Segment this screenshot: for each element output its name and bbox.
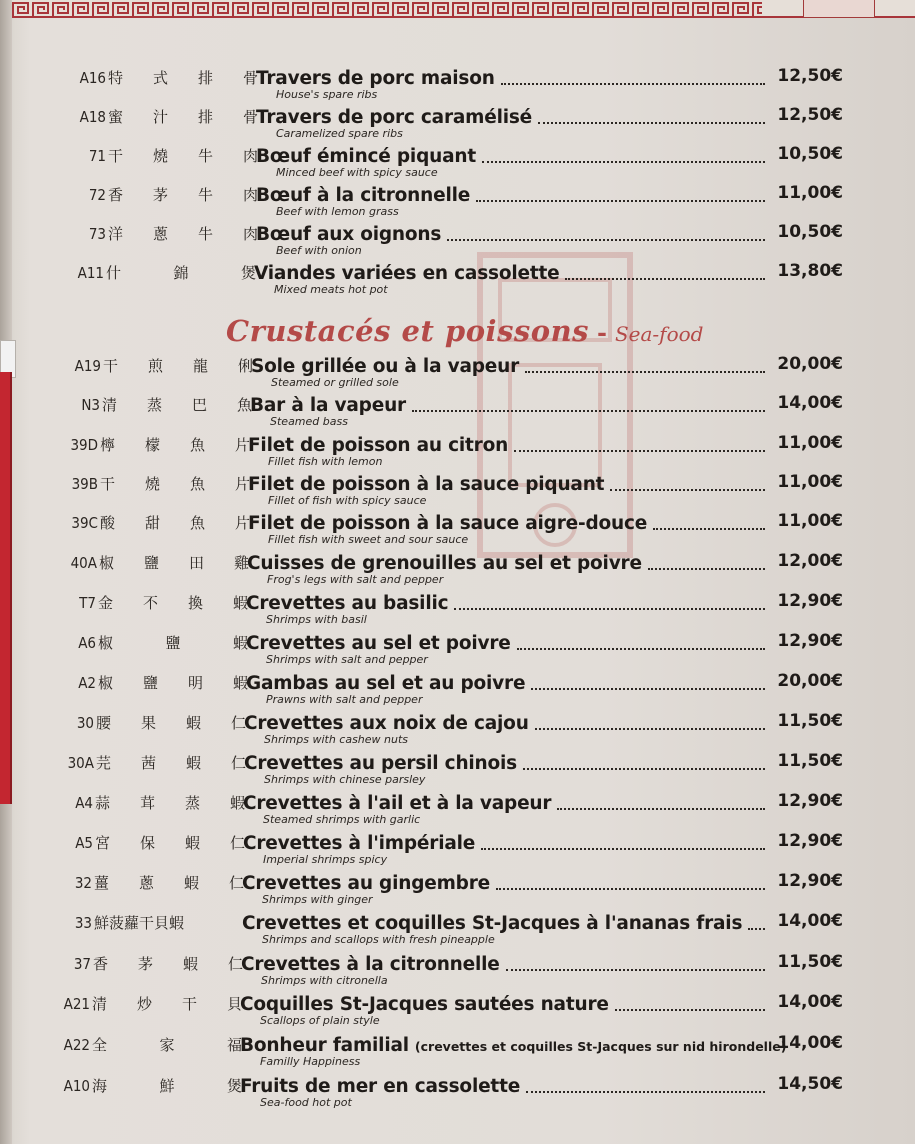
- chinese-character: 牛: [197, 147, 213, 165]
- chinese-character: 式: [152, 69, 168, 87]
- section-title-separator: -: [596, 318, 607, 347]
- section-title-french: Crustacés et poissons: [226, 314, 589, 348]
- item-chinese-name: [94, 872, 244, 894]
- item-price: 12,90€: [777, 791, 843, 811]
- chinese-character: 蝦: [232, 634, 248, 652]
- item-code: A19: [74, 357, 101, 375]
- item-name: Travers de porc caramélisé: [256, 107, 533, 128]
- item-translation: Shrimps with ginger: [262, 893, 373, 906]
- item-name: Travers de porc maison: [256, 68, 495, 89]
- menu-item: [0, 912, 915, 952]
- chinese-character: 田: [188, 554, 204, 572]
- chinese-character: 茜: [140, 754, 156, 772]
- item-code: 39C: [71, 514, 98, 532]
- chinese-character: 蝦: [185, 754, 201, 772]
- dot-leader: [615, 1009, 765, 1011]
- dot-leader: [523, 768, 765, 770]
- item-translation: Mixed meats hot pot: [274, 283, 388, 296]
- item-translation: Fillet fish with lemon: [268, 455, 383, 468]
- item-price: 12,00€: [777, 551, 843, 571]
- item-name: Gambas au sel et au poivre: [246, 673, 526, 694]
- chinese-character: 蒸: [184, 794, 200, 812]
- item-name: Bonheur familial: [240, 1035, 409, 1056]
- chinese-character: 家: [159, 1036, 175, 1054]
- chinese-character: 檬: [144, 436, 160, 454]
- item-code: 40A: [70, 554, 97, 572]
- item-translation: Fillet of fish with spicy sauce: [268, 494, 427, 507]
- item-chinese-name: [108, 106, 258, 128]
- menu-item: [0, 712, 915, 752]
- item-code: 32: [74, 874, 92, 892]
- item-translation: Imperial shrimps spicy: [263, 853, 388, 866]
- item-name: Crevettes au gingembre: [242, 873, 490, 894]
- menu-item: [0, 752, 915, 792]
- chinese-character: 排: [197, 69, 213, 87]
- item-name: Crevettes aux noix de cajou: [244, 713, 529, 734]
- chinese-character: 蝦: [185, 714, 201, 732]
- item-price: 11,00€: [777, 433, 843, 453]
- item-code: 39B: [71, 475, 98, 493]
- chinese-character: 蝦: [232, 594, 248, 612]
- chinese-character: 燒: [152, 147, 168, 165]
- menu-item: [0, 872, 915, 912]
- item-translation: Beef with onion: [276, 244, 362, 257]
- item-code: A16: [79, 69, 106, 87]
- dot-leader: [653, 528, 765, 530]
- item-chinese-name: [93, 953, 243, 975]
- item-name: Fruits de mer en cassolette: [240, 1076, 521, 1097]
- item-chinese-name: [96, 752, 246, 774]
- chinese-character: 宮: [95, 834, 111, 852]
- chinese-character: 鮮菠蘿干貝蝦: [94, 914, 185, 932]
- chinese-character: 蔥: [152, 225, 168, 243]
- chinese-character: 錦: [173, 264, 189, 282]
- item-translation: Minced beef with spicy sauce: [276, 166, 438, 179]
- chinese-character: 蝦: [184, 834, 200, 852]
- dot-leader: [565, 278, 765, 280]
- item-price: 11,50€: [777, 751, 843, 771]
- item-price: 12,90€: [777, 831, 843, 851]
- chinese-character: 燒: [144, 475, 160, 493]
- item-chinese-name: [94, 912, 244, 934]
- item-name: Sole grillée ou à la vapeur: [251, 356, 520, 377]
- chinese-character: 茅: [137, 955, 153, 973]
- item-price: 14,00€: [777, 1033, 843, 1053]
- chinese-character: 片: [234, 514, 250, 532]
- item-price: 11,00€: [777, 472, 843, 492]
- chinese-character: 鹽: [143, 554, 159, 572]
- item-name: Crevettes à l'impériale: [243, 833, 476, 854]
- chinese-character: 雞: [233, 554, 249, 572]
- chinese-character: 不: [142, 594, 158, 612]
- item-code: A2: [78, 674, 96, 692]
- item-translation: Shrimps with cashew nuts: [264, 733, 409, 746]
- item-chinese-name: [92, 1075, 242, 1097]
- item-chinese-name: [96, 712, 246, 734]
- chinese-character: 鹽: [142, 674, 158, 692]
- dot-leader: [501, 83, 765, 85]
- section-title-english: Sea-food: [614, 322, 704, 346]
- menu-item: [0, 552, 915, 592]
- dot-leader: [517, 648, 765, 650]
- chinese-character: 肉: [242, 225, 258, 243]
- chinese-character: 仁: [230, 754, 246, 772]
- dot-leader: [514, 450, 765, 452]
- item-name: Bar à la vapeur: [250, 395, 406, 416]
- item-name: Filet de poisson à la sauce piquant: [248, 474, 605, 495]
- chinese-character: 骨: [242, 69, 258, 87]
- chinese-character: 洋: [108, 225, 124, 243]
- item-translation: Shrimps with basil: [266, 613, 367, 626]
- chinese-character: 清: [92, 995, 108, 1013]
- chinese-character: 香: [108, 186, 124, 204]
- item-translation: Shrimps with citronella: [261, 974, 388, 987]
- item-translation: Frog's legs with salt and pepper: [267, 573, 444, 586]
- chinese-character: 檸: [100, 436, 116, 454]
- greek-key-pattern: [12, 0, 915, 18]
- menu-item: [0, 184, 915, 224]
- chinese-character: 椒: [98, 674, 114, 692]
- chinese-character: 魚: [189, 436, 205, 454]
- item-name: Crevettes à la citronnelle: [241, 954, 500, 975]
- menu-item: [0, 832, 915, 872]
- item-code: A6: [78, 634, 96, 652]
- item-name: Bœuf à la citronnelle: [256, 185, 471, 206]
- chinese-character: 椒: [99, 554, 115, 572]
- item-name: Filet de poisson au citron: [248, 435, 509, 456]
- item-price: 12,50€: [777, 66, 843, 86]
- menu-item: [0, 792, 915, 832]
- greek-key-border: [12, 0, 915, 18]
- chinese-character: 福: [226, 1036, 242, 1054]
- item-code: A4: [75, 794, 93, 812]
- item-name: Bœuf aux oignons: [256, 224, 442, 245]
- chinese-character: 干: [181, 995, 197, 1013]
- menu-item: [0, 632, 915, 672]
- item-translation: Shrimps with salt and pepper: [266, 653, 428, 666]
- chinese-character: 茅: [152, 186, 168, 204]
- item-name: Crevettes au basilic: [246, 593, 449, 614]
- item-price: 12,50€: [777, 105, 843, 125]
- dot-leader: [454, 608, 765, 610]
- chinese-character: 煲: [240, 264, 256, 282]
- chinese-character: 片: [234, 436, 250, 454]
- chinese-character: 俐: [237, 357, 253, 375]
- item-price: 12,90€: [777, 631, 843, 651]
- chinese-character: 蒜: [95, 794, 111, 812]
- item-chinese-name: [100, 434, 250, 456]
- chinese-character: 汁: [152, 108, 168, 126]
- item-name: Crevettes au persil chinois: [244, 753, 517, 774]
- chinese-character: 蝦: [232, 674, 248, 692]
- item-code: 37: [73, 955, 91, 973]
- chinese-character: 香: [93, 955, 109, 973]
- seal-stamp-icon: [803, 0, 875, 18]
- item-price: 11,00€: [777, 183, 843, 203]
- item-name: Coquilles St-Jacques sautées nature: [240, 994, 609, 1015]
- chinese-character: 仁: [230, 714, 246, 732]
- item-translation: House's spare ribs: [276, 88, 378, 101]
- item-chinese-name: [108, 223, 258, 245]
- item-translation: Shrimps and scallops with fresh pineapple: [262, 933, 495, 946]
- item-chinese-name: [98, 592, 248, 614]
- dot-leader: [447, 239, 765, 241]
- item-price: 10,50€: [777, 144, 843, 164]
- item-code: A5: [75, 834, 93, 852]
- chinese-character: 蝦: [229, 794, 245, 812]
- dot-leader: [526, 1091, 765, 1093]
- item-code: 72: [88, 186, 106, 204]
- item-code: 39D: [70, 436, 98, 454]
- chinese-character: 海: [92, 1077, 108, 1095]
- item-price: 12,90€: [777, 591, 843, 611]
- dot-leader: [557, 808, 765, 810]
- chinese-character: 干: [103, 357, 119, 375]
- chinese-character: 仁: [227, 955, 243, 973]
- menu-item: [0, 434, 915, 474]
- item-code: N3: [81, 396, 100, 414]
- item-price: 11,50€: [777, 952, 843, 972]
- chinese-character: 骨: [242, 108, 258, 126]
- item-translation: Steamed or grilled sole: [271, 376, 399, 389]
- chinese-character: 干: [108, 147, 124, 165]
- chinese-character: 腰: [96, 714, 112, 732]
- menu-item: [0, 672, 915, 712]
- item-price: 14,00€: [777, 992, 843, 1012]
- menu-item: [0, 355, 915, 395]
- menu-item: [0, 394, 915, 434]
- item-note: (crevettes et coquilles St-Jacques sur nid hirondelle): [414, 1039, 787, 1054]
- item-price: 20,00€: [777, 671, 843, 691]
- item-price: 10,50€: [777, 222, 843, 242]
- dot-leader: [525, 371, 765, 373]
- chinese-character: 龍: [192, 357, 208, 375]
- dot-leader: [610, 489, 765, 491]
- menu-item: [0, 262, 915, 302]
- chinese-character: 明: [187, 674, 203, 692]
- chinese-character: 炒: [136, 995, 152, 1013]
- item-chinese-name: [102, 394, 252, 416]
- item-code: A10: [63, 1077, 90, 1095]
- chinese-character: 魚: [236, 396, 252, 414]
- menu-item: [0, 223, 915, 263]
- item-code: 73: [88, 225, 106, 243]
- item-chinese-name: [98, 672, 248, 694]
- menu-item: [0, 592, 915, 632]
- chinese-character: 芫: [96, 754, 112, 772]
- menu-item: [0, 1075, 915, 1115]
- chinese-character: 排: [197, 108, 213, 126]
- item-price: 14,00€: [777, 911, 843, 931]
- item-price: 12,90€: [777, 871, 843, 891]
- chinese-character: 什: [106, 264, 122, 282]
- chinese-character: 甜: [144, 514, 160, 532]
- chinese-character: 特: [108, 69, 124, 87]
- chinese-character: 薑: [94, 874, 110, 892]
- item-chinese-name: [98, 632, 248, 654]
- item-name: Crevettes au sel et poivre: [246, 633, 511, 654]
- chinese-character: 牛: [197, 225, 213, 243]
- dot-leader: [748, 928, 765, 930]
- chinese-character: 巴: [191, 396, 207, 414]
- item-translation: Scallops of plain style: [260, 1014, 380, 1027]
- dot-leader: [535, 728, 765, 730]
- chinese-character: 蝦: [182, 955, 198, 973]
- item-translation: Shrimps with chinese parsley: [264, 773, 426, 786]
- chinese-character: 片: [234, 475, 250, 493]
- item-translation: Beef with lemon grass: [276, 205, 399, 218]
- item-price: 14,50€: [777, 1074, 843, 1094]
- item-code: A18: [79, 108, 106, 126]
- item-price: 14,00€: [777, 393, 843, 413]
- chinese-character: 金: [98, 594, 114, 612]
- item-name: Crevettes et coquilles St-Jacques à l'ananas frais: [242, 913, 743, 934]
- item-price: 11,50€: [777, 711, 843, 731]
- menu-item: [0, 67, 915, 107]
- menu-item: [0, 145, 915, 185]
- chinese-character: 蒸: [146, 396, 162, 414]
- item-chinese-name: [92, 1034, 242, 1056]
- dot-leader: [538, 122, 765, 124]
- item-code: T7: [79, 594, 96, 612]
- chinese-character: 蔥: [138, 874, 154, 892]
- item-chinese-name: [108, 145, 258, 167]
- chinese-character: 鮮: [159, 1077, 175, 1095]
- menu-item: [0, 1034, 915, 1074]
- chinese-character: 鹽: [165, 634, 181, 652]
- item-price: 13,80€: [777, 261, 843, 281]
- chinese-character: 茸: [139, 794, 155, 812]
- item-translation: Familly Happiness: [260, 1055, 361, 1068]
- chinese-character: 椒: [98, 634, 114, 652]
- item-chinese-name: [100, 512, 250, 534]
- chinese-character: 蝦: [183, 874, 199, 892]
- item-name: Viandes variées en cassolette: [254, 263, 560, 284]
- item-code: 33: [74, 914, 92, 932]
- item-chinese-name: [103, 355, 253, 377]
- dot-leader: [648, 568, 765, 570]
- chinese-character: 牛: [197, 186, 213, 204]
- item-price: 20,00€: [777, 354, 843, 374]
- dot-leader: [531, 688, 765, 690]
- menu-item: [0, 993, 915, 1033]
- chinese-character: 煲: [226, 1077, 242, 1095]
- chinese-character: 肉: [242, 147, 258, 165]
- dot-leader: [412, 410, 765, 412]
- chinese-character: 干: [100, 475, 116, 493]
- item-code: A21: [63, 995, 90, 1013]
- item-translation: Fillet fish with sweet and sour sauce: [268, 533, 469, 546]
- item-code: A22: [63, 1036, 90, 1054]
- item-chinese-name: [100, 473, 250, 495]
- chinese-character: 仁: [229, 834, 245, 852]
- item-code: 30: [76, 714, 94, 732]
- item-code: 30A: [67, 754, 94, 772]
- section-heading: [226, 314, 703, 354]
- item-name: Bœuf émincé piquant: [256, 146, 476, 167]
- dot-leader: [506, 969, 765, 971]
- menu-item: [0, 473, 915, 513]
- menu-item: [0, 106, 915, 146]
- item-chinese-name: [92, 993, 242, 1015]
- chinese-character: 仁: [228, 874, 244, 892]
- chinese-character: 酸: [100, 514, 116, 532]
- item-translation: Sea-food hot pot: [260, 1096, 352, 1109]
- chinese-character: 換: [187, 594, 203, 612]
- item-chinese-name: [106, 262, 256, 284]
- chinese-character: 全: [92, 1036, 108, 1054]
- item-chinese-name: [108, 67, 258, 89]
- item-translation: Steamed shrimps with garlic: [263, 813, 421, 826]
- chinese-character: 保: [139, 834, 155, 852]
- chinese-character: 肉: [242, 186, 258, 204]
- item-name: Filet de poisson à la sauce aigre-douce: [248, 513, 648, 534]
- item-code: 71: [88, 147, 106, 165]
- dot-leader: [496, 888, 765, 890]
- menu-item: [0, 512, 915, 552]
- item-chinese-name: [99, 552, 249, 574]
- item-name: Crevettes à l'ail et à la vapeur: [243, 793, 552, 814]
- item-price: 11,00€: [777, 511, 843, 531]
- dot-leader: [482, 161, 765, 163]
- dot-leader: [481, 848, 765, 850]
- chinese-character: 魚: [189, 475, 205, 493]
- menu-item: [0, 953, 915, 993]
- item-chinese-name: [95, 792, 245, 814]
- chinese-character: 果: [140, 714, 156, 732]
- item-chinese-name: [108, 184, 258, 206]
- item-code: A11: [77, 264, 104, 282]
- item-translation: Caramelized spare ribs: [276, 127, 403, 140]
- item-chinese-name: [95, 832, 245, 854]
- item-translation: Steamed bass: [270, 415, 348, 428]
- dot-leader: [476, 200, 765, 202]
- item-name: Cuisses de grenouilles au sel et poivre: [247, 553, 642, 574]
- chinese-character: 魚: [189, 514, 205, 532]
- item-translation: Prawns with salt and pepper: [266, 693, 423, 706]
- chinese-character: 煎: [147, 357, 163, 375]
- chinese-character: 清: [102, 396, 118, 414]
- chinese-character: 貝: [226, 995, 242, 1013]
- chinese-character: 蜜: [108, 108, 124, 126]
